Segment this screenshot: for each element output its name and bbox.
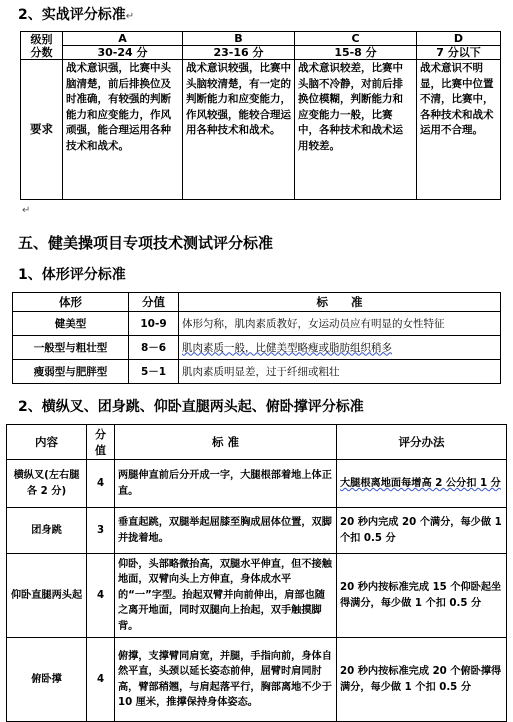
subsection-title-skills: 2、横纵叉、团身跳、仰卧直腿两头起、俯卧撑评分标准 (18, 399, 364, 415)
skills-scoring-table (6, 424, 507, 722)
table-row (7, 554, 507, 638)
column-header: 体形 (13, 293, 129, 312)
subsection-title-physique: 1、体形评分标准 (18, 267, 126, 283)
table-row (7, 638, 507, 722)
score-value: 4 (87, 554, 115, 638)
score-value: 3 (87, 508, 115, 554)
column-header: 分值 (129, 293, 179, 312)
item-name: 俯卧撑 (7, 638, 87, 722)
table-row (13, 336, 501, 360)
score-value: 5－1 (129, 360, 179, 384)
section-title-combat: 2、实战评分标准↵ (18, 7, 135, 23)
item-name: 团身跳 (7, 508, 87, 554)
physique-scoring-table (12, 292, 501, 384)
scoring-method: 20 秒内按标准完成 20 个俯卧撑得满分，每少做 1 个扣 0.5 分 (337, 638, 507, 722)
paragraph-mark-icon: ↵ (125, 11, 135, 22)
requirement-cell: 战术意识强，比赛中头脑清楚，前后排换位及时准确，有较强的判断能力和应变能力，作风顽强，能合理运用各种技术和战术。 (63, 60, 183, 200)
combat-scoring-table (20, 31, 501, 200)
chapter-title-aerobics: 五、健美操项目专项技术测试评分标准 (18, 234, 274, 252)
requirement-cell: 战术意识不明显，比赛中位置不清，比赛中，各种技术和战术运用不合理。 (417, 60, 501, 200)
grade-letter: A (63, 32, 183, 46)
grade-range: 15-8 分 (295, 46, 417, 60)
grade-range: 7 分以下 (417, 46, 501, 60)
table-row (13, 360, 501, 384)
standard-text: 肌肉素质明显差，过于纤细或粗壮 (179, 360, 501, 384)
column-header: 内容 (7, 425, 87, 460)
grade-range: 23-16 分 (183, 46, 295, 60)
corner-header: 级别 分数 (21, 32, 63, 60)
standard-text: 肌肉素质一般，比健美型略瘦或脂肪组织稍多 (179, 336, 501, 360)
table-row (7, 508, 507, 554)
standard-text: 两腿伸直前后分开成一字，大腿根部着地上体正直。 (115, 460, 337, 508)
standard-text: 仰卧，头部略微抬高，双腿水平伸直，但不接触地面，双臂向头上方伸直，身体成水平的“一”字型。抬起双臂并向前伸出，肩部也随之离开地面，同时双腿向上抬起，双手触摸脚背。 (115, 554, 337, 638)
column-header: 标 准 (179, 293, 501, 312)
table-row (21, 32, 501, 46)
table-row (21, 60, 501, 200)
scoring-method: 20 秒内完成 20 个满分，每少做 1 个扣 0.5 分 (337, 508, 507, 554)
table-row (7, 460, 507, 508)
score-value: 4 (87, 460, 115, 508)
grade-range: 30-24 分 (63, 46, 183, 60)
paragraph-mark-icon: ↵ (22, 205, 31, 216)
standard-text: 体形匀称，肌肉素质教好，女运动员应有明显的女性特征 (179, 312, 501, 336)
table-row (13, 293, 501, 312)
score-value: 8－6 (129, 336, 179, 360)
column-header: 标 准 (115, 425, 337, 460)
standard-text: 俯撑，支撑臂同肩宽，并腿，手指向前，身体自然平直，头颈以延长姿态前伸，屈臂时肩同肘高，臂部稍翘，与肩起落平行，胸部离地不少于 10 厘米，推撑保持身体姿态。 (115, 638, 337, 722)
scoring-method: 大腿根离地面每增高 2 公分扣 1 分 (337, 460, 507, 508)
requirement-cell: 战术意识较强，比赛中头脑较清楚，有一定的判断能力和应变能力，作风较强，能较合理运用各种技术和战术。 (183, 60, 295, 200)
scoring-method: 20 秒内按标准完成 15 个仰卧起坐得满分，每少做 1 个扣 0.5 分 (337, 554, 507, 638)
physique-type: 瘦弱型与肥胖型 (13, 360, 129, 384)
standard-text: 垂直起跳，双腿举起屈膝至胸成屈体位置，双脚并拢着地。 (115, 508, 337, 554)
item-name: 仰卧直腿两头起 (7, 554, 87, 638)
requirement-cell: 战术意识较差，比赛中头脑不冷静，对前后排换位模糊，判断能力和应变能力一般，比赛中，各种技术和战术运用较差。 (295, 60, 417, 200)
column-header: 评分办法 (337, 425, 507, 460)
column-header: 分值 (87, 425, 115, 460)
grade-letter: C (295, 32, 417, 46)
table-row (13, 312, 501, 336)
grade-letter: D (417, 32, 501, 46)
table-row (7, 425, 507, 460)
physique-type: 健美型 (13, 312, 129, 336)
score-value: 10-9 (129, 312, 179, 336)
item-name: 横纵叉(左右腿各 2 分) (7, 460, 87, 508)
physique-type: 一般型与粗壮型 (13, 336, 129, 360)
score-value: 4 (87, 638, 115, 722)
table-row (21, 46, 501, 60)
grade-letter: B (183, 32, 295, 46)
requirement-label: 要求 (21, 60, 63, 200)
